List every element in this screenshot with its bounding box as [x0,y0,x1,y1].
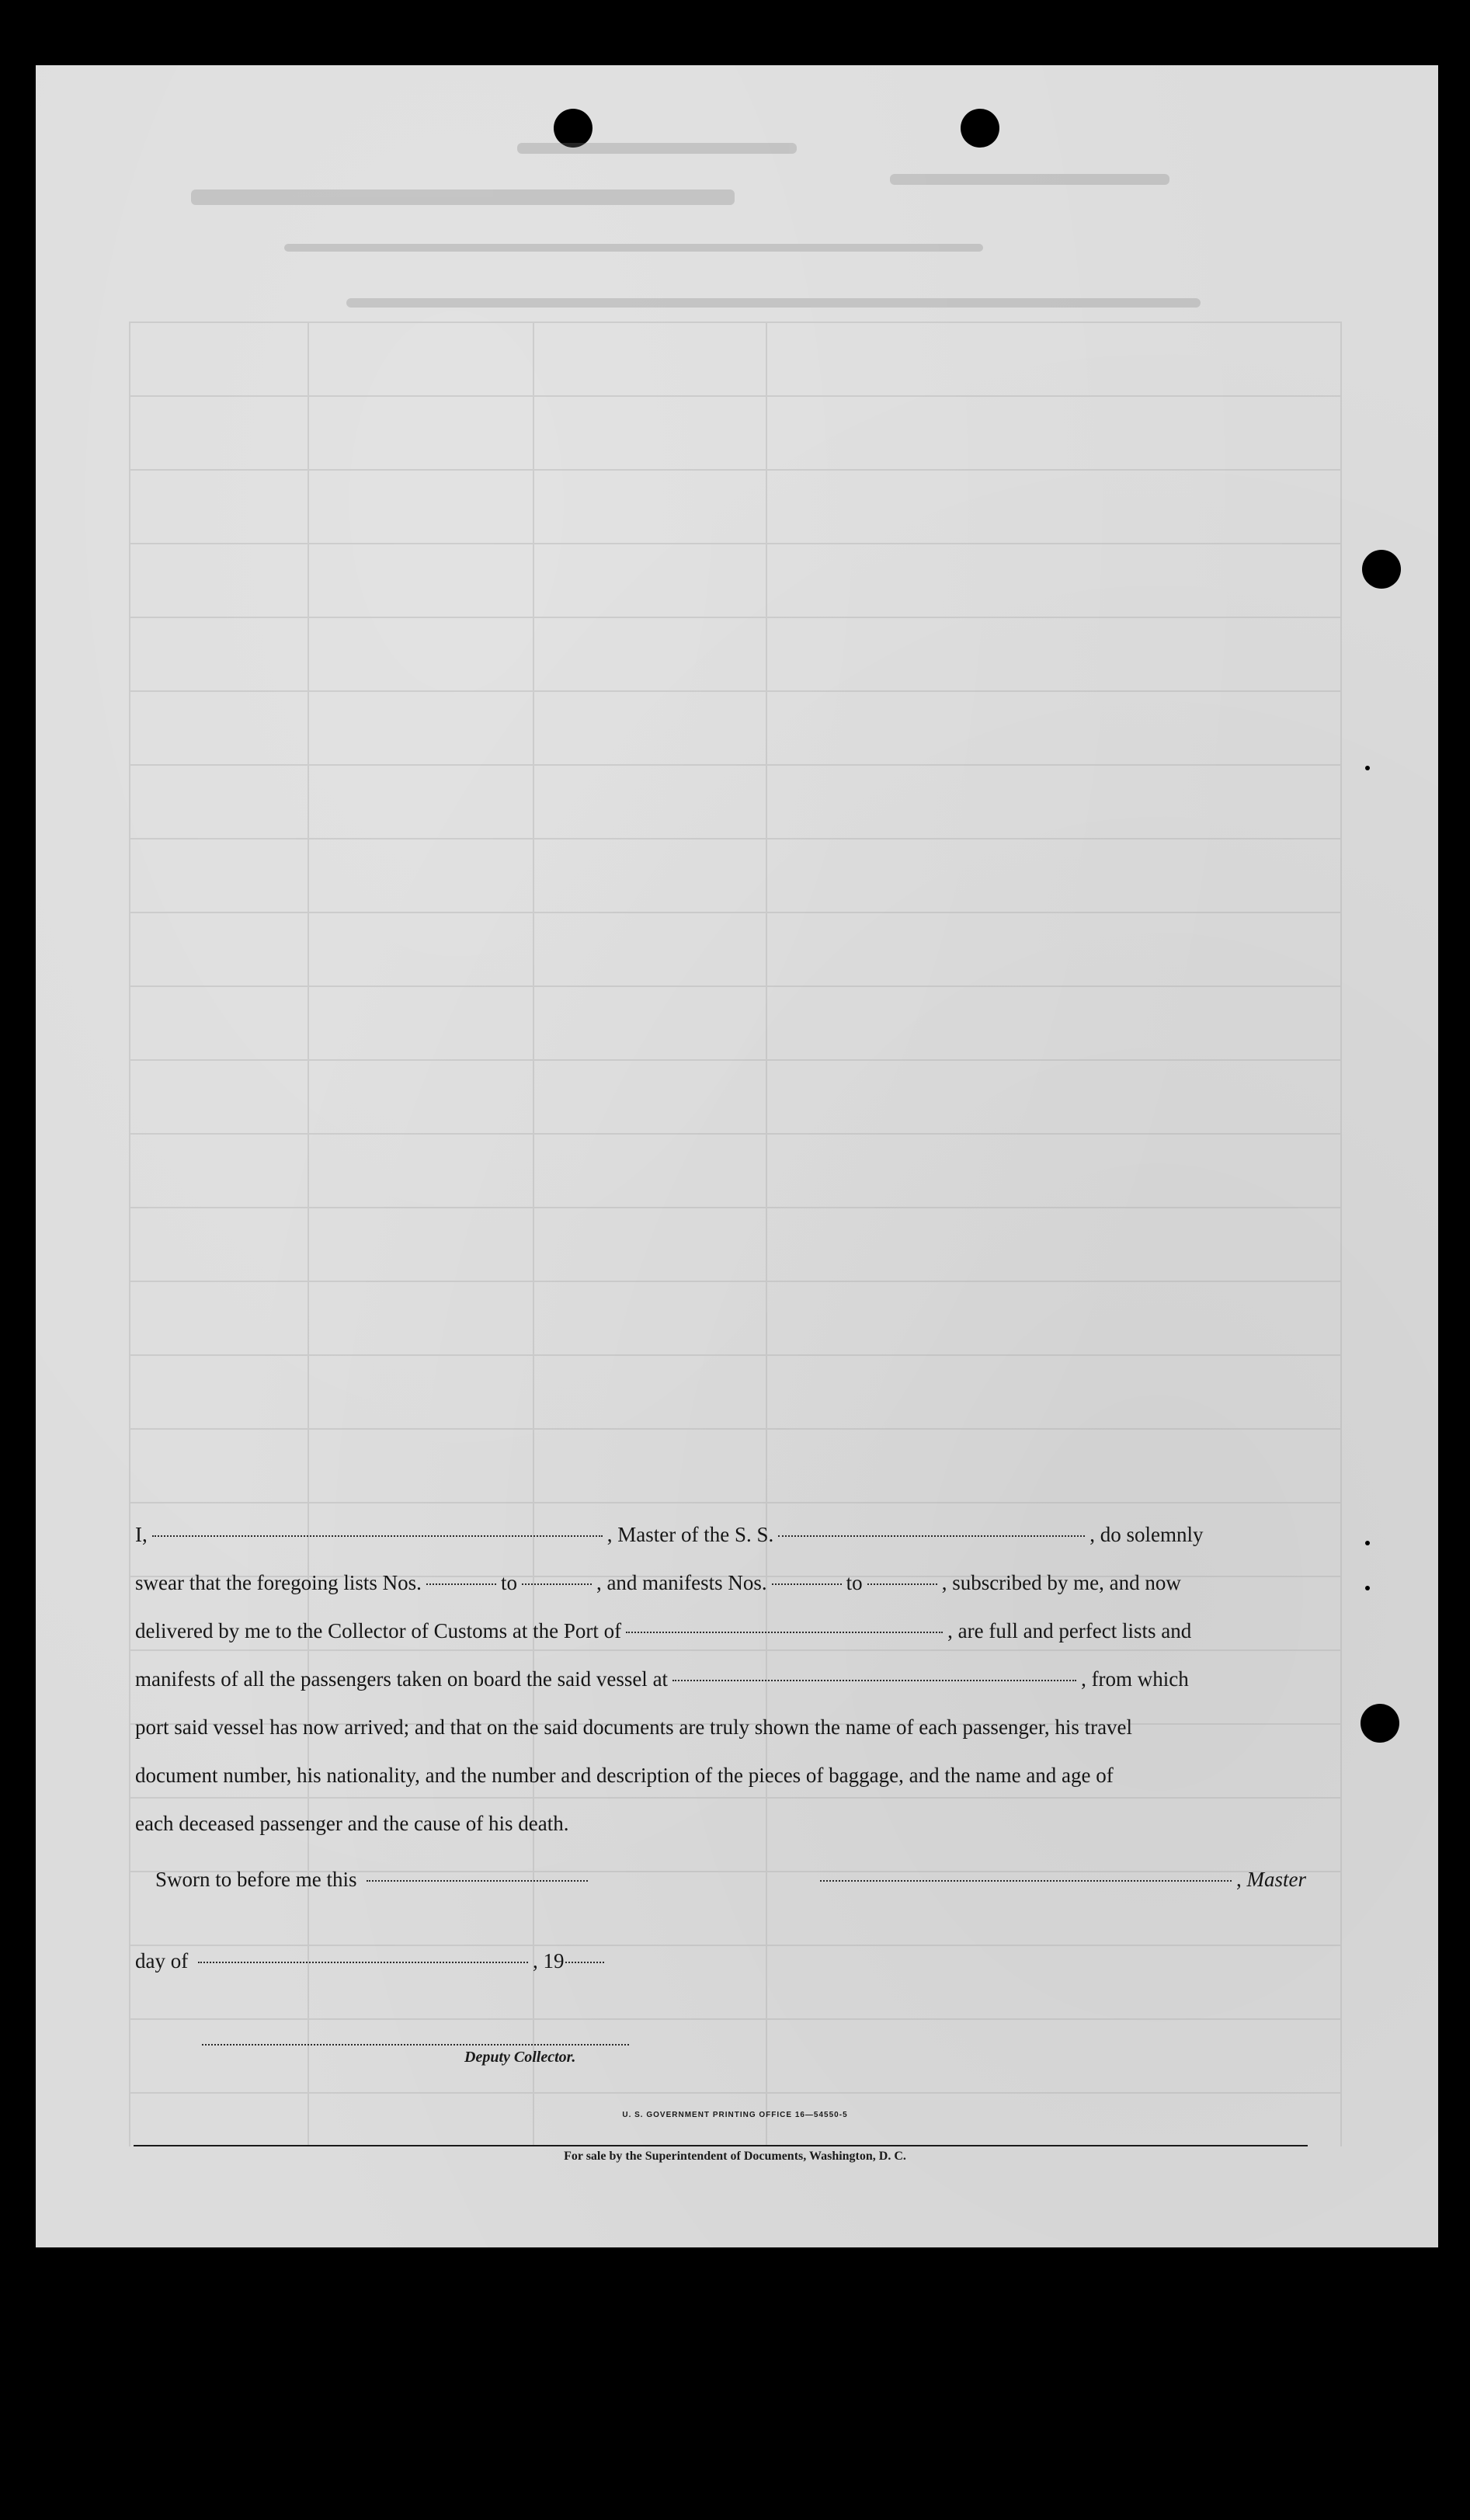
master-signature-line: , Master [815,1868,1306,1892]
sworn-label: Sworn to before me this [155,1868,357,1891]
oath-text: each deceased passenger and the cause of his death. [135,1812,569,1835]
speck-mark [1365,766,1370,770]
punch-hole-top-right [961,109,999,148]
day-of-line [135,1949,609,1973]
master-label: Master [1246,1868,1306,1891]
oath-text: document number, his nationality, and the number and description of the pieces of baggage, and the name and age of [135,1764,1114,1787]
oath-text: delivered by me to the Collector of Customs at the Port of [135,1619,622,1642]
oath-text: to [500,1571,517,1594]
blank-master-name [152,1535,603,1537]
punch-hole-right-upper [1362,550,1401,589]
oath-text: manifests of all the passengers taken on board the said vessel at [135,1667,669,1691]
oath-text: , do solemnly [1089,1523,1204,1546]
oath-block [135,1510,1312,1847]
oath-text: to [846,1571,863,1594]
printing-office-imprint: U. S. GOVERNMENT PRINTING OFFICE 16—54550-5 [622,2111,848,2119]
oath-text: , Master of the S. S. [606,1523,774,1546]
deputy-collector-label: Deputy Collector. [464,2049,576,2066]
oath-text: swear that the foregoing lists Nos. [135,1571,422,1594]
footer-rule [134,2145,1308,2146]
blank-year [565,1962,604,1963]
oath-line-1 [135,1510,1312,1559]
blank-ship-name [778,1535,1085,1537]
blank-month [198,1962,528,1963]
day-of-label: day of [135,1949,189,1973]
blank-manifest-from [772,1583,842,1585]
oath-line-2 [135,1559,1312,1607]
document-page [36,65,1438,2247]
blank-master-signature [820,1880,1232,1882]
blank-list-from [426,1583,496,1585]
speck-mark [1365,1586,1370,1590]
for-sale-notice: For sale by the Superintendent of Documents, Washington, D. C. [564,2150,906,2163]
blank-manifest-to [867,1583,937,1585]
oath-text: , and manifests Nos. [596,1571,767,1594]
blank-list-to [522,1583,592,1585]
year-prefix: , 19 [532,1949,565,1973]
oath-text: , are full and perfect lists and [947,1619,1192,1642]
oath-text: , from which [1081,1667,1189,1691]
blank-embark-port [672,1680,1076,1681]
blank-sworn-date [367,1880,588,1882]
deputy-collector-signature-line [202,2044,629,2046]
oath-line-3 [135,1607,1312,1655]
oath-line-6 [135,1751,1312,1799]
punch-hole-top-left [554,109,593,148]
oath-text: , subscribed by me, and now [941,1571,1181,1594]
bleed-through-header [191,143,1356,337]
blank-port [626,1632,943,1633]
oath-text: I, [135,1523,148,1546]
speck-mark [1365,1541,1370,1545]
oath-text: port said vessel has now arrived; and that on the said documents are truly shown the name of each passenger, his travel [135,1715,1133,1739]
punch-hole-right-lower [1361,1704,1399,1743]
oath-line-5 [135,1703,1312,1751]
oath-line-7 [135,1799,1312,1847]
oath-line-4 [135,1655,1312,1703]
